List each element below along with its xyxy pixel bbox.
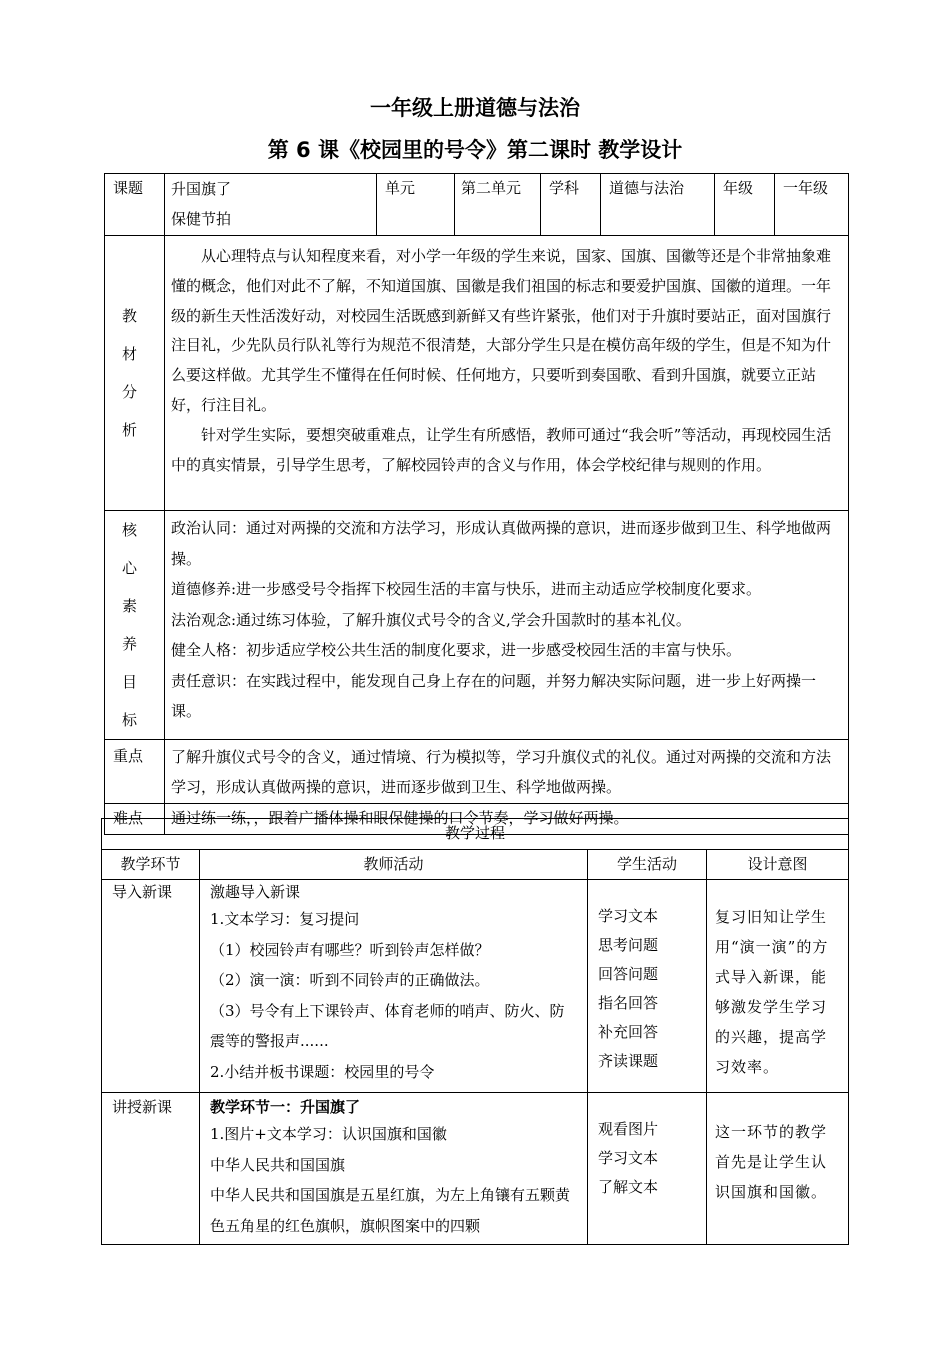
unit-value: 第二单元	[455, 174, 541, 236]
teacher-heading: 教学环节一：升国旗了	[210, 1098, 361, 1116]
student-line: 回答问题	[598, 965, 659, 983]
goal-item: 责任意识：在实践过程中，能发现自己身上存在的问题，并努力解决实际问题，进一步上好两操一课。	[171, 671, 817, 720]
teacher-new	[200, 1093, 588, 1245]
teacher-line: 2.小结并板书课题：校园里的号令	[210, 1062, 435, 1081]
unit-label: 单元	[377, 174, 455, 236]
goals-content	[165, 511, 849, 740]
teacher-line: 1.文本学习：复习提问	[210, 910, 360, 928]
teacher-line: （3）号令有上下课铃声、体育老师的哨声、防火、防震等的警报声......	[210, 1001, 565, 1050]
process-title: 教学过程	[102, 819, 849, 850]
student-line: 学习文本	[598, 907, 659, 925]
student-line: 思考问题	[598, 936, 659, 954]
goal-item: 健全人格：初步适应学校公共生活的制度化要求，进一步感受校园生活的丰富与快乐。	[171, 641, 742, 659]
lesson-value-1: 升国旗了	[171, 180, 232, 198]
goal-item: 政治认同：通过对两操的交流和方法学习，形成认真做两操的意识，进而逐步做到卫生、科学地做两操。	[171, 519, 832, 568]
key-points-content: 了解升旗仪式号令的含义，通过情境、行为模拟等，学习升旗仪式的礼仪。通过对两操的交流和方法学习，形成认真做两操的意识，进而逐步做到卫生、科学地做两操。	[165, 740, 849, 804]
student-line: 指名回答	[598, 994, 659, 1012]
teacher-intro	[200, 880, 588, 1093]
intent-intro: 复习旧知让学生用“演一演”的方式导入新课，能够激发学生学习的兴趣，提高学习效率。	[707, 880, 849, 1093]
lesson-value	[165, 174, 377, 236]
student-line: 学习文本	[598, 1149, 659, 1167]
goals-label-3: 目 标	[121, 673, 147, 729]
analysis-content	[165, 236, 849, 511]
goal-item: 道德修养:进一步感受号令指挥下校园生活的丰富与快乐，进而主动适应学校制度化要求。	[171, 580, 762, 598]
analysis-para-2: 针对学生实际，要想突破重难点，让学生有所感悟，教师可通过“我会听”等活动，再现校园生活中的真实情景，引导学生思考，了解校园铃声的含义与作用，体会学校纪律与规则的作用。	[171, 425, 832, 474]
analysis-label-1: 教 材	[121, 307, 147, 363]
lesson-label: 课题	[105, 174, 165, 236]
student-line: 齐读课题	[598, 1052, 659, 1070]
teacher-line: 中华人民共和国国旗	[210, 1155, 346, 1174]
difficulties-content: 通过练一练，，跟着广播体操和眼保健操的口令节奏，学习做好两操。	[165, 804, 849, 835]
teacher-line: 激趣导入新课	[210, 883, 301, 901]
student-line: 补充回答	[598, 1023, 659, 1041]
key-points-label: 重点	[105, 740, 165, 804]
doc-title: 一年级上册道德与法治	[370, 96, 580, 120]
subject-value: 道德与法治	[601, 174, 715, 236]
analysis-label	[105, 236, 165, 511]
header-student: 学生活动	[588, 849, 707, 880]
stage-new: 讲授新课	[102, 1093, 200, 1245]
goal-item: 法治观念:通过练习体验，了解升旗仪式号令的含义,学会升国款时的基本礼仪。	[171, 610, 691, 629]
process-table	[101, 818, 849, 1245]
lesson-info-table	[104, 173, 849, 835]
header-stage: 教学环节	[102, 849, 200, 880]
doc-subtitle: 第 6 课《校园里的号令》第二课时 教学设计	[267, 138, 683, 162]
student-line: 观看图片	[598, 1120, 659, 1138]
goals-label	[105, 511, 165, 740]
difficulties-label: 难点	[105, 804, 165, 835]
teacher-line: 中华人民共和国国旗是五星红旗，为左上角镶有五颗黄色五角星的红色旗帜，旗帜图案中的四颗	[210, 1186, 571, 1235]
teacher-line: （1）校园铃声有哪些？听到铃声怎样做？	[210, 940, 490, 959]
header-intent: 设计意图	[707, 849, 849, 880]
intent-new: 这一环节的教学首先是让学生认识国旗和国徽。	[707, 1093, 849, 1245]
student-intro	[588, 880, 707, 1093]
header-teacher: 教师活动	[200, 849, 588, 880]
teacher-line: （2）演一演：听到不同铃声的正确做法。	[210, 971, 490, 989]
student-line: 了解文本	[598, 1178, 659, 1196]
grade-label: 年级	[715, 174, 775, 236]
grade-value: 一年级	[775, 174, 849, 236]
stage-intro: 导入新课	[102, 880, 200, 1093]
student-new	[588, 1093, 707, 1245]
analysis-label-2: 分 析	[121, 383, 147, 439]
goals-label-1: 核 心	[121, 521, 147, 577]
lesson-value-2: 保健节拍	[171, 210, 232, 228]
analysis-para-1: 从心理特点与认知程度来看，对小学一年级的学生来说，国家、国旗、国徽等还是个非常抽象难懂的概念，他们对此不了解，不知道国旗、国徽是我们祖国的标志和要爱护国旗、国徽的道理。一年级的新生天性活泼好动，对校园生活既感到新鲜又有些许紧张，他们对于升旗时要站正，面对国旗行注目礼，少先队员行队礼等行为规范不很清楚，大部分学生只是在模仿高年级的学生，但是不知为什么要这样做。尤其学生不懂得在任何时候、任何地方，只要听到奏国歌、看到升国旗，就要立正站好，行注目礼。	[171, 247, 832, 414]
teacher-line: 1.图片+文本学习：认识国旗和国徽	[210, 1125, 447, 1143]
subject-label: 学科	[541, 174, 601, 236]
goals-label-2: 素 养	[121, 597, 147, 653]
